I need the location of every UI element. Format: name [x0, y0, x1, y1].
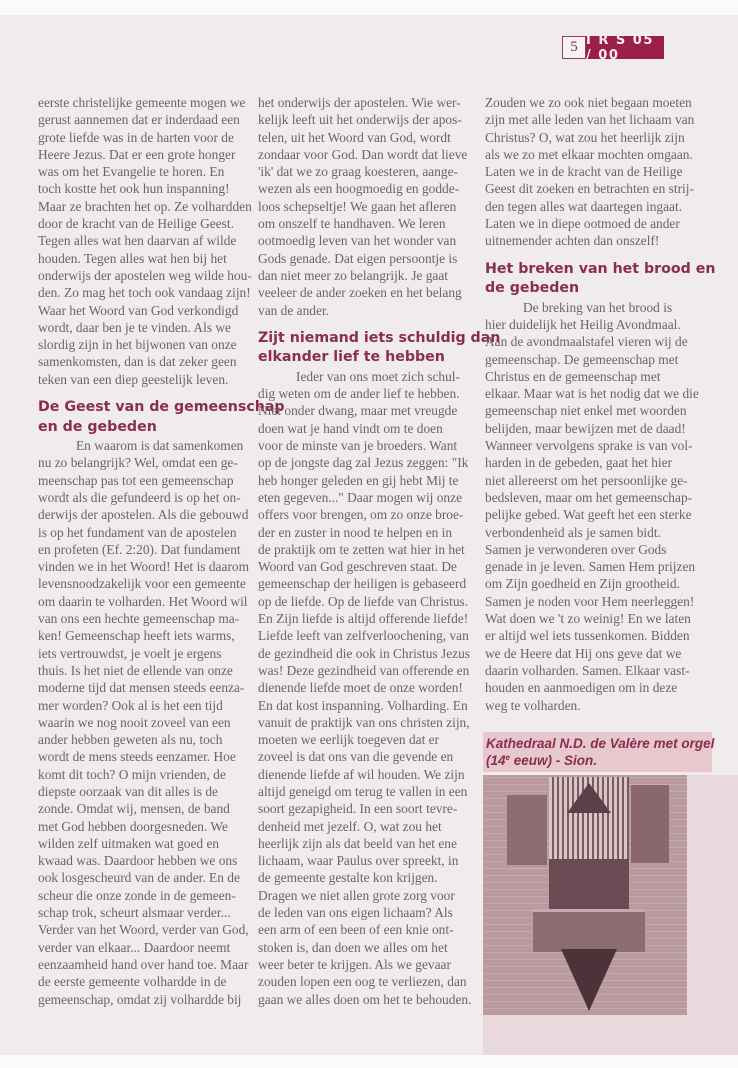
caption-century: (14 — [486, 753, 506, 768]
text-line: 'ik' dat we zo graag koesteren, aange- — [258, 164, 459, 180]
text-line: levensnoodzakelijk voor een gemeente — [38, 576, 246, 592]
text-line: Wat doen we 't zo weinig! En we laten — [485, 611, 691, 627]
text-line: offers voor brengen, om zo onze broe- — [258, 507, 464, 523]
text-line: ook losgescheurd van de ander. En de — [38, 870, 240, 886]
text-line: komt dit toch? O mijn vrienden, de — [38, 766, 226, 782]
text-line: Christus? O, wat zou het heerlijk zijn — [485, 129, 685, 145]
paragraph — [258, 94, 472, 319]
text-line: En Zijn liefde is altijd offerende liefde! — [258, 611, 469, 627]
text-line: ken! Gemeenschap heeft iets warms, — [38, 628, 235, 644]
text-line: zijn met alle leden van het lichaam van — [485, 112, 695, 128]
text-line: wilden zelf uitmaken wat goed en — [38, 835, 220, 851]
text-line: hier duidelijk het Heilig Avondmaal. — [485, 316, 681, 332]
heading-line: de gebeden — [485, 280, 580, 297]
text-line: vinden we in het Woord! Het is daarom — [38, 559, 250, 575]
text-line: heb honger geleden en gij hebt Mij te — [258, 472, 459, 488]
text-line: mer worden? Ook al is het een tijd — [38, 697, 223, 713]
text-line: altijd geneigd om terug te vallen in een — [258, 783, 468, 799]
text-line: de eerste gemeente volhardde in de — [38, 974, 227, 990]
paragraph — [485, 299, 703, 714]
text-line: er altijd wel iets tussenkomen. Bidden — [485, 628, 690, 644]
text-line: scheur die onze zonde in de gemeen- — [38, 887, 236, 903]
text-line: Wanneer vervolgens sprake is van vol- — [485, 438, 693, 454]
text-line: samenkomsten, dan is dat zeker geen — [38, 354, 237, 370]
text-line: Liefde leeft van zelfverloochening, van — [258, 628, 469, 644]
text-line: de gezindheid die ook in Christus Jezus — [258, 645, 470, 661]
text-line: ootmoedig leven van het wonder van — [258, 233, 457, 249]
text-line: de praktijk om te zetten wat hier in het — [258, 541, 465, 557]
text-line: De breking van het brood is — [523, 299, 673, 315]
text-line: zonde. Omdat wij, mensen, de band — [38, 801, 230, 817]
text-line: eerste christelijke gemeente mogen we — [38, 95, 246, 110]
text-line: houden en aanmoedigen om in deze — [485, 680, 678, 696]
text-line: gemeenschap der heiligen is gebaseerd — [258, 576, 467, 592]
text-line: en profeten (Ef. 2:20). Dat fundament — [38, 541, 241, 557]
page-number: 5 — [562, 36, 586, 59]
text-line: eten gegeven..." Daar mogen wij onze — [258, 489, 463, 505]
text-line: Samen je verwonderen over Gods — [485, 541, 667, 557]
text-line: verder van elkaar... Daardoor neemt — [38, 939, 231, 955]
heading-line: Zijt niemand iets schuldig dan — [258, 329, 501, 346]
text-line: Geest dit zoeken en betrachten en strij- — [485, 181, 694, 197]
text-line: een arm of een been of een knie ont- — [258, 922, 454, 938]
text-line: onderwijs der apostelen weg wilde hou- — [38, 267, 252, 283]
text-line: Christus en de gemeenschap met — [485, 368, 661, 384]
text-line: waarin we nog nooit zoveel van een — [38, 714, 231, 730]
text-line: Maar ze brachten het op. Ze volhardden — [38, 198, 252, 214]
text-line: ander hebben geweten als nu, toch — [38, 732, 223, 748]
text-line: als we zo met elkaar mochten omgaan. — [485, 146, 693, 162]
text-line: door de kracht van de Heilige Geest. — [38, 216, 234, 232]
text-line: op de liefde. Op de liefde van Christus. — [258, 593, 469, 609]
text-line: denheid met jezelf. O, wat zou het — [258, 818, 442, 834]
caption-superscript: e — [505, 753, 510, 762]
text-line: dienende liefde af wil houden. We zijn — [258, 766, 465, 782]
painted-panel-left — [507, 795, 547, 865]
organ-balcony — [533, 909, 645, 952]
text-line: zoveel is dat ons van die gevende en — [258, 749, 454, 765]
text-line: moeten we eerlijk toegeven dat er — [258, 732, 440, 748]
text-line: vanuit de praktijk van ons christen zijn, — [258, 714, 470, 730]
painted-panel-right — [631, 785, 669, 863]
text-line: gaan we alles doen om het te behouden. — [258, 991, 472, 1007]
text-line: heerlijk zijn als dat beeld van het ene — [258, 835, 457, 851]
caption-line-1: Kathedraal N.D. de Valère met orgel — [486, 736, 715, 751]
text-line: grote liefde was in de harten voor de — [38, 129, 234, 145]
text-line: om Zijn goedheid en Zijn grootheid. — [485, 576, 680, 592]
text-line: soort gezapigheid. In een soort tevre- — [258, 801, 458, 817]
text-line: wordt als die gefundeerd is op het on- — [38, 489, 241, 505]
text-line: Waar het Woord van God verkondigd — [38, 302, 239, 318]
text-line: Dragen we niet allen grote zorg voor — [258, 887, 455, 903]
text-line: schap trok, scheurt alsmaar verder... — [38, 905, 231, 921]
text-line: niet allereerst om het persoonlijke ge- — [485, 472, 688, 488]
text-line: Laten we in diepe ootmoed de ander — [485, 216, 680, 232]
text-line: meenschap pas tot een gemeenschap — [38, 472, 234, 488]
photo-caption — [483, 732, 715, 772]
text-line: is op het fundament van de apostelen — [38, 524, 237, 540]
text-line: Samen je noden voor Hem neerleggen! — [485, 593, 695, 609]
text-line: stoken is, dan doen we alles om het — [258, 939, 448, 955]
text-line: we de Heere dat Hij ons geve dat we — [485, 645, 682, 661]
text-line: doen wat je hand vindt om te doen — [258, 420, 443, 436]
text-line: voor de minste van je broeders. Want — [258, 438, 458, 454]
text-line: Heere Jezus. Dat er een grote honger — [38, 146, 236, 162]
text-line: kwaad was. Daardoor hebben we ons — [38, 853, 238, 869]
text-line: Aan de avondmaalstafel vieren wij de — [485, 334, 688, 350]
text-line: Niet onder dwang, maar met vreugde — [258, 403, 458, 419]
text-line: daarin volharden. Samen. Elkaar vast- — [485, 662, 690, 678]
caption-place: eeuw) - Sion. — [509, 753, 597, 768]
text-line: houden. Tegen alles wat hen bij het — [38, 250, 227, 266]
paragraph — [258, 368, 472, 1008]
faded-background-image — [687, 775, 738, 1055]
text-line: zondaar voor God. Dan wordt dat lieve — [258, 146, 468, 162]
text-line: derwijs der apostelen. Als die gebouwd — [38, 507, 249, 523]
text-line: dan niet meer zo belangrijk. Je gaat — [258, 267, 448, 283]
text-line: om daarin te volharden. Het Woord wil — [38, 593, 248, 609]
text-line: Tegen alles wat hen daarvan af wilde — [38, 233, 237, 249]
text-line: wezen als een hoogmoedig en godde- — [258, 181, 460, 197]
text-line: loos schepseltje! We gaan het afleren — [258, 198, 457, 214]
text-line: lichaam, waar Paulus over spreekt, in — [258, 853, 459, 869]
text-line: van de ander. — [258, 302, 330, 318]
text-line: harden in de gebeden, gaat het hier — [485, 455, 673, 471]
text-line: moderne tijd dat mensen steeds eenza- — [38, 680, 245, 696]
issue-label: I R S 05 / 00 — [586, 36, 664, 59]
text-line: slordig zijn in het bijwonen van onze — [38, 337, 237, 353]
text-line: dig weten om de ander lief te hebben. — [258, 386, 460, 402]
text-line: En waarom is dat samenkomen — [76, 438, 244, 454]
paragraph — [38, 437, 252, 1008]
text-line: de gemeente gestalte kon krijgen. — [258, 870, 438, 886]
text-line: iets vertrouwdst, je voelt je ergens — [38, 645, 222, 661]
organ-support — [561, 949, 617, 1011]
page-header-badge — [562, 32, 664, 63]
text-line: Woord van God geschreven staat. De — [258, 559, 457, 575]
text-line: belijden, maar bewijzen met de daad! — [485, 420, 686, 436]
section-heading — [38, 398, 285, 437]
text-line: Gods genade. Dat eigen persoontje is — [258, 250, 458, 266]
text-line: thuis. Is het niet de ellende van onze — [38, 662, 233, 678]
text-line: gerust aannemen dat er inderdaad een — [38, 112, 240, 128]
text-line: van ons een hechte gemeenschap ma- — [38, 611, 240, 627]
text-line: En dat kost inspanning. Volharding. En — [258, 697, 468, 713]
heading-line: elkander lief te hebben — [258, 349, 445, 366]
text-line: Zouden we zo ook niet begaan moeten — [485, 95, 692, 110]
organ-photo — [483, 775, 687, 1015]
text-column-3 — [485, 94, 716, 714]
text-line: gemeenschap, omdat zij volhardde bij — [38, 991, 242, 1007]
text-line: Verder van het Woord, verder van God, — [38, 922, 249, 938]
organ-gable — [567, 783, 611, 813]
text-line: wordt de mens steeds eenzamer. Hoe — [38, 749, 236, 765]
text-line: der en zuster in nood te helpen en in — [258, 524, 453, 540]
text-line: den. Zo mag het toch ook vandaag zijn! — [38, 285, 251, 301]
text-line: zouden lopen een oog te verliezen, dan — [258, 974, 467, 990]
text-line: telen, uit het Woord van God, wordt — [258, 129, 451, 145]
faded-background-image-bottom — [483, 1015, 738, 1055]
text-line: teken van een diep geestelijk leven. — [38, 371, 229, 387]
text-line: kelijk leeft uit het onderwijs der apos- — [258, 112, 462, 128]
text-line: Laten we in de kracht van de Heilige — [485, 164, 683, 180]
text-line: Ieder van ons moet zich schul- — [296, 368, 460, 384]
paragraph — [485, 94, 703, 250]
section-heading — [485, 260, 716, 299]
text-line: met God hebben doorgesneden. We — [38, 818, 228, 834]
heading-line: en de gebeden — [38, 418, 157, 435]
text-line: op de jongste dag zal Jezus zeggen: "Ik — [258, 455, 469, 471]
text-line: was! Deze gezindheid van offerende en — [258, 662, 470, 678]
section-heading — [258, 329, 501, 368]
text-line: weg te volharden. — [485, 697, 581, 713]
text-line: om onszelf te handhaven. We leren — [258, 216, 446, 232]
text-line: elkaar. Maar wat is het nodig dat we die — [485, 386, 699, 402]
text-line: toch kostte het ook hun inspanning! — [38, 181, 230, 197]
text-line: genade in je leven. Samen Hem prijzen — [485, 559, 696, 575]
text-line: uitnemender achten dan onszelf! — [485, 233, 660, 249]
text-line: bedsleven, maar om het gemeenschap- — [485, 489, 693, 505]
text-line: de leden van ons eigen lichaam? Als — [258, 905, 453, 921]
text-line: gemeenschap. De gemeenschap met — [485, 351, 679, 367]
text-line: verbondenheid als je samen bidt. — [485, 524, 661, 540]
text-line: veeleer de ander zoeken en het belang — [258, 285, 462, 301]
text-line: diepste oorzaak van dit alles is de — [38, 783, 218, 799]
text-line: nu zo belangrijk? Wel, omdat een ge- — [38, 455, 238, 471]
text-line: eenzaamheid hand over hand toe. Maar — [38, 956, 249, 972]
paragraph — [38, 94, 252, 388]
text-line: het onderwijs der apostelen. Wie wer- — [258, 95, 461, 110]
heading-line: Het breken van het brood en — [485, 260, 716, 277]
text-line: gemeenschap niet enkel met woorden — [485, 403, 687, 419]
text-line: was om het Evangelie te horen. En — [38, 164, 225, 180]
heading-line: De Geest van de gemeenschap — [38, 399, 285, 416]
organ-base — [549, 859, 629, 909]
text-line: wordt, daar ben je te vinden. Als we — [38, 319, 231, 335]
text-line: pelijke gebed. Wat geeft het een sterke — [485, 507, 692, 523]
text-line: dienende liefde moet de onze worden! — [258, 680, 463, 696]
text-line: den tegen alles wat daartegen ingaat. — [485, 198, 683, 214]
caption-line-2 — [486, 752, 712, 769]
text-line: weer beter te krijgen. Als we gevaar — [258, 956, 451, 972]
text-column-1 — [38, 94, 285, 1008]
